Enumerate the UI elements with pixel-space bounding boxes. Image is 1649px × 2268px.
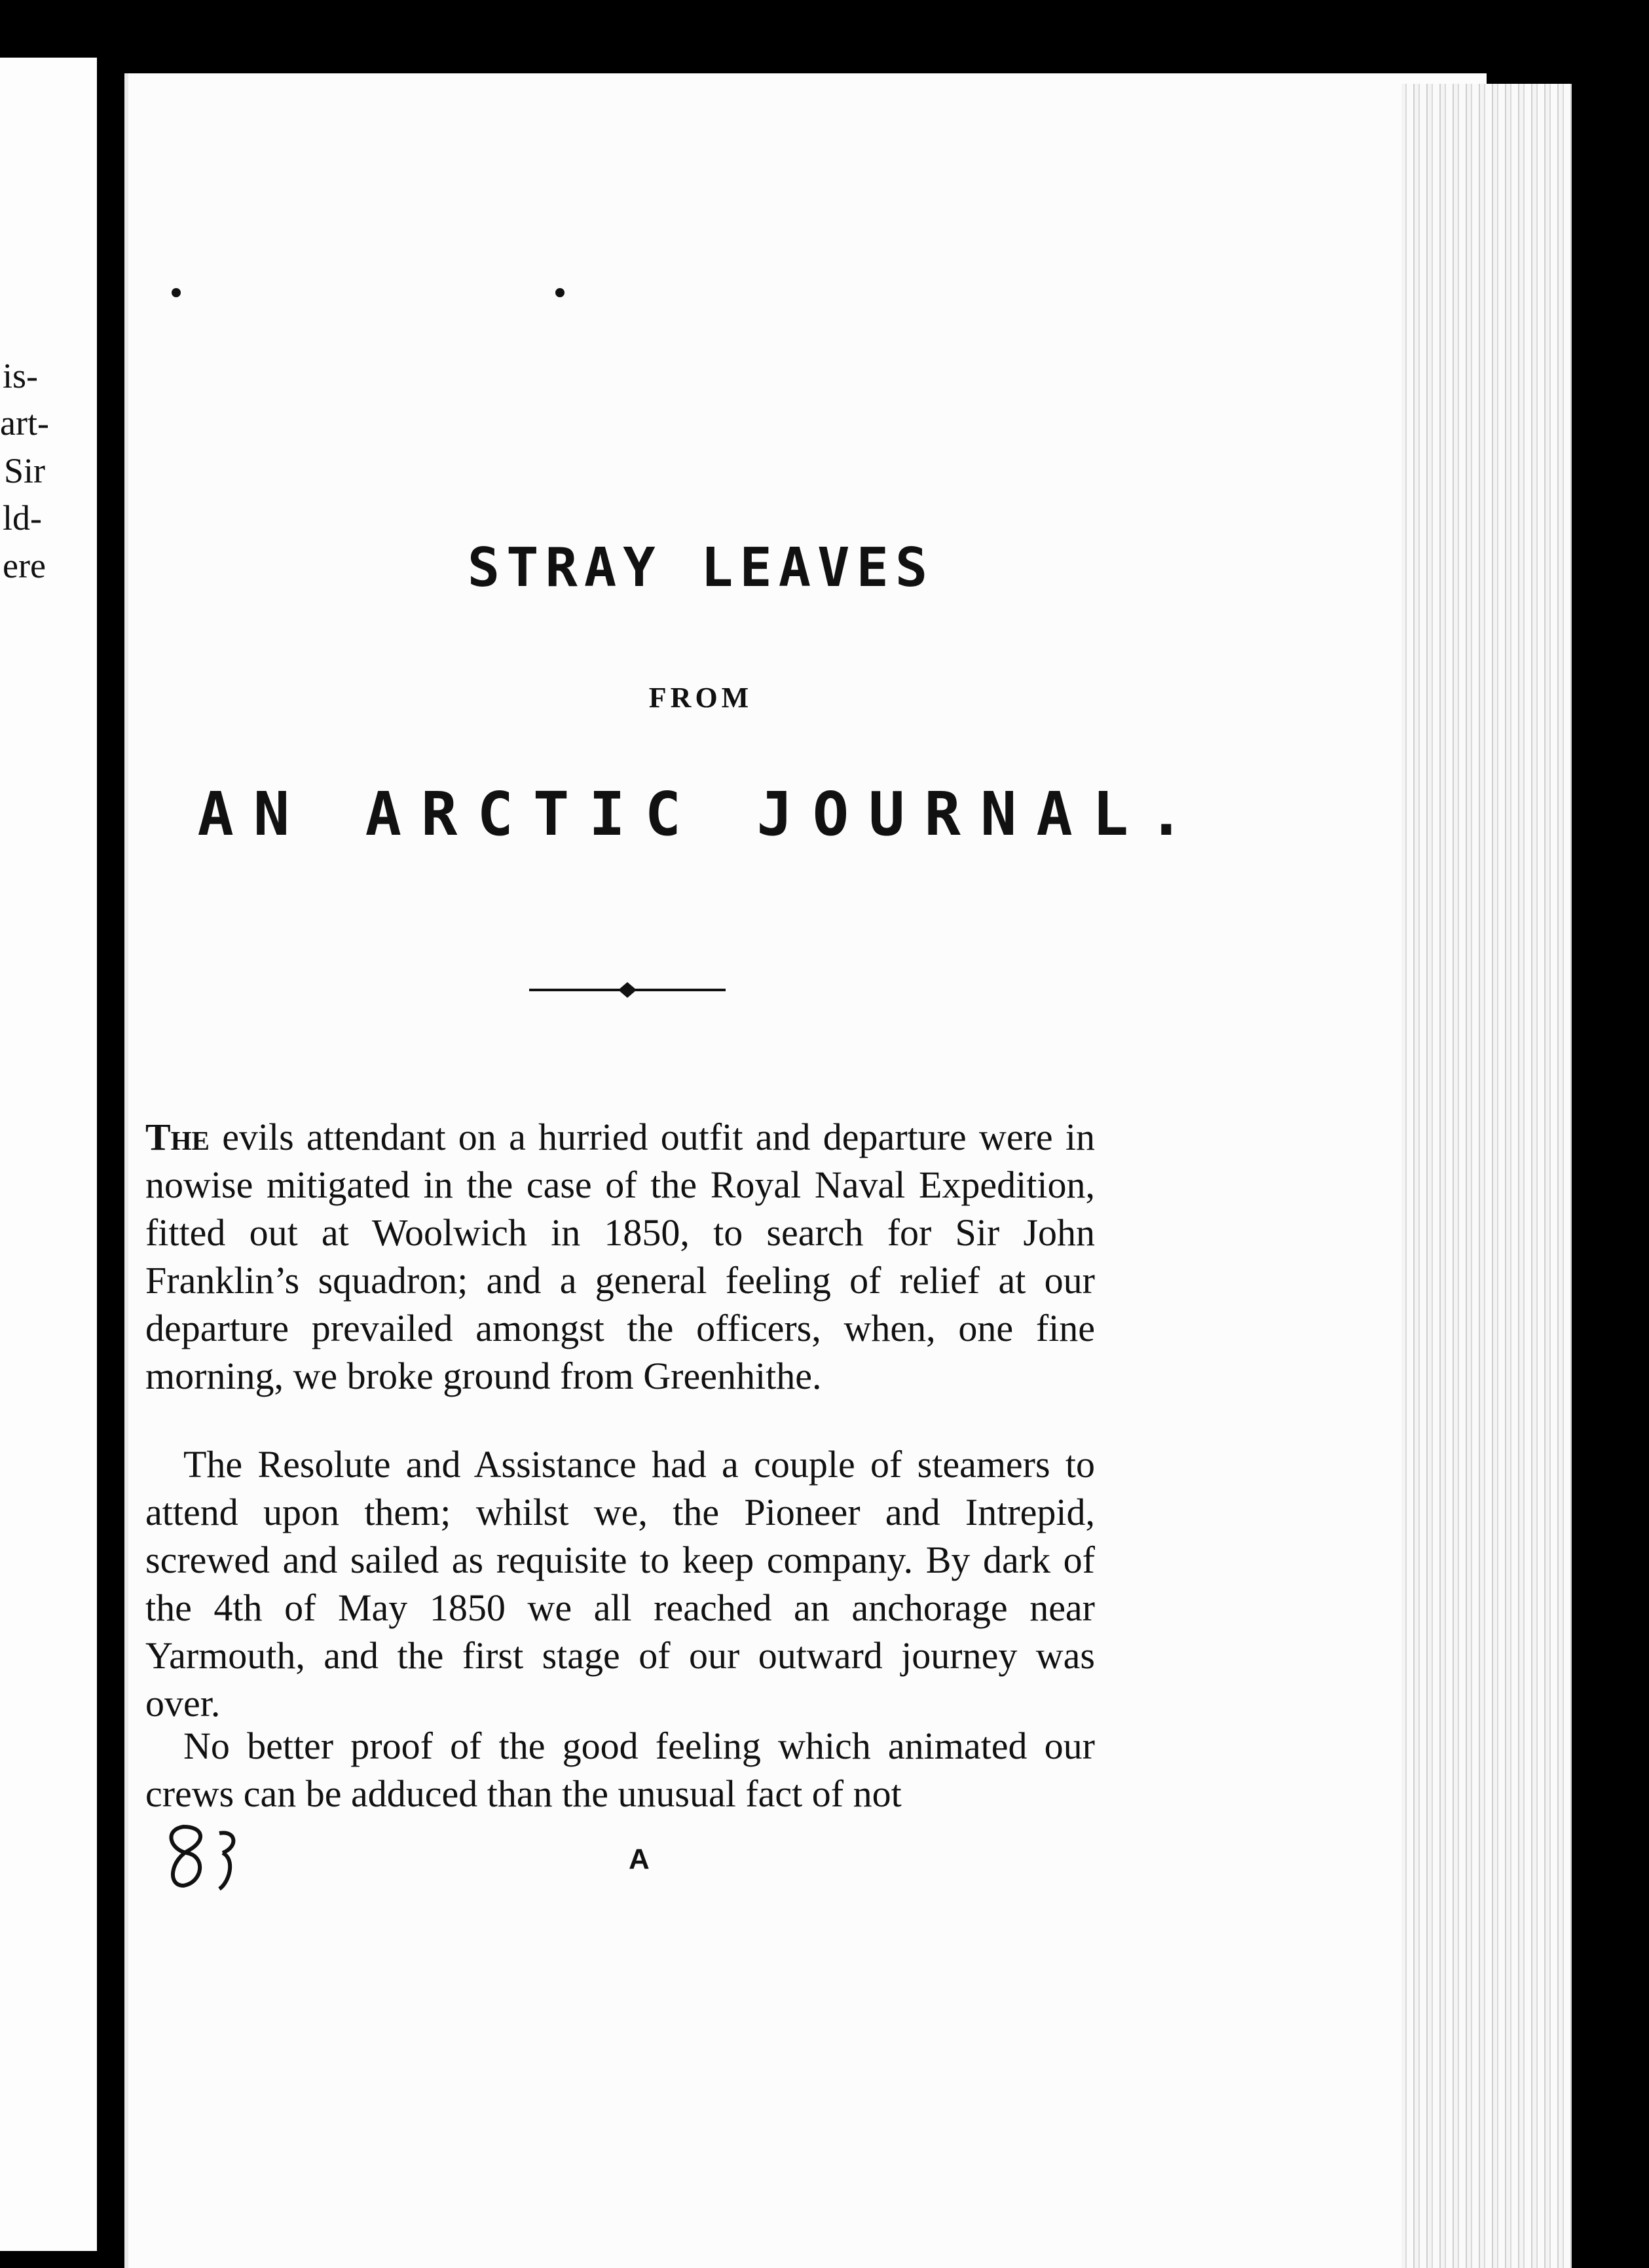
prev-page-line: is-: [3, 356, 38, 395]
paragraph-1-lead: The: [145, 1116, 210, 1158]
paragraph-3: No better proof of the good feeling which animated our crews can be adduced than the unusual fact of not: [145, 1725, 1095, 1815]
paragraph-1: [145, 1113, 1095, 1400]
title-line-1: STRAY LEAVES: [467, 537, 935, 599]
paragraph-2: The Resolute and Assistance had a couple of steamers to attend upon them; whilst we, the Pioneer and Intrepid, screwed and sailed as requisite to keep company. By dark of the 4th of May 1850 we all reached an anchorage near Yarmouth, and the first stage of our outward journey was over.: [145, 1443, 1095, 1725]
title-line-2: FROM: [648, 682, 753, 714]
ornament-rule: [529, 982, 726, 998]
handwritten-note: [157, 1820, 249, 1892]
speck: [172, 288, 181, 297]
previous-page-fragment: [0, 58, 97, 2251]
prev-page-line: ld-: [3, 498, 42, 538]
right-background: [1572, 65, 1649, 2268]
speck: [555, 288, 565, 297]
prev-page-line: Sir: [4, 451, 46, 490]
signature-mark: A: [629, 1843, 650, 1875]
prev-page-line: ere: [3, 546, 46, 585]
title-line-3: AN ARCTIC JOURNAL.: [197, 779, 1204, 849]
prev-page-line: art-: [0, 403, 49, 443]
page-edges: [1401, 84, 1578, 2268]
paragraph-1-text: evils attendant on a hurried outfit and departure were in nowise mitigated in the case of the Royal Naval Expedition, fitted out at Woolwich in 1850, to search for Sir John Franklin’s squadron; and a general feeling of relief at our departure prevailed amongst the officers, when, one fine morning, we broke ground from Greenhithe.: [145, 1116, 1095, 1397]
